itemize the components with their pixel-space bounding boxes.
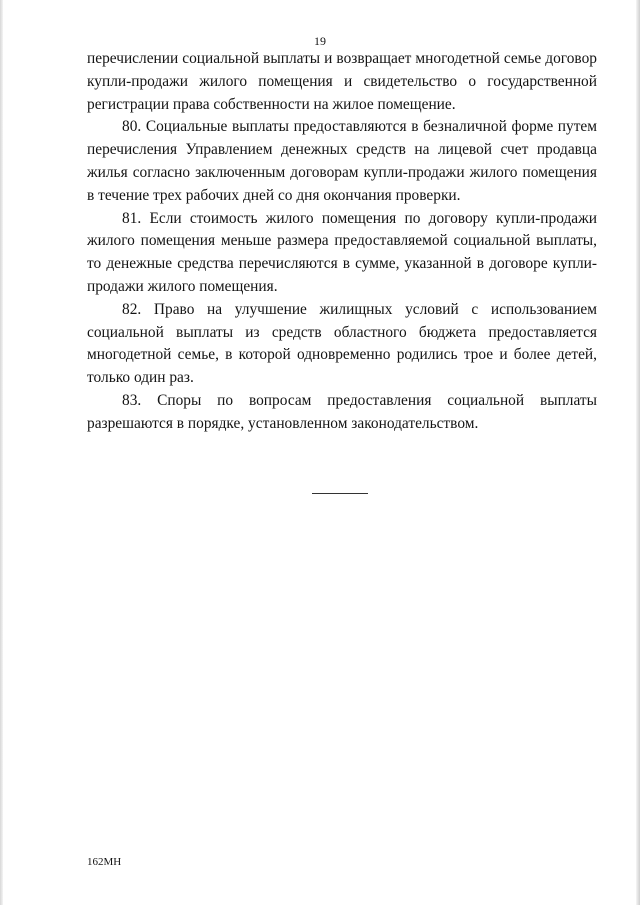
paragraph-81: 81. Если стоимость жилого помещения по договору купли-продажи жилого помещения меньше размера предоставляемой социальной выплаты, то денежные средства перечисляются в сумме, указанной в договоре купли-продажи жилого помещения.: [87, 209, 597, 295]
scan-edge-right: [636, 0, 640, 905]
document-code: 162МН: [87, 856, 122, 868]
paragraph-82: 82. Право на улучшение жилищных условий с использованием социальной выплаты из средств областного бюджета предоставляется многодетной семье, в которой одновременно родились трое и более детей, только один раз.: [87, 300, 597, 387]
scan-edge-left: [0, 0, 3, 905]
paragraph-continuation: перечислении социальной выплаты и возвращает многодетной семье договор купли-продажи жилого помещения и свидетельство о государственной регистрации права собственности на жилое помещение.: [87, 50, 597, 113]
page-number: 19: [314, 34, 326, 48]
paragraph-80: 80. Социальные выплаты предоставляются в безналичной форме путем перечисления Управлением денежных средств на лицевой счет продавца жилья согласно заключенным договорам купли-продажи жилого помещения в течение трех рабочих дней со дня окончания проверки.: [87, 118, 597, 204]
end-separator-line: [312, 493, 368, 494]
paragraph-83: 83. Споры по вопросам предоставления социальной выплаты разрешаются в порядке, установленном законодательством.: [87, 391, 597, 432]
body-text: [87, 48, 597, 436]
